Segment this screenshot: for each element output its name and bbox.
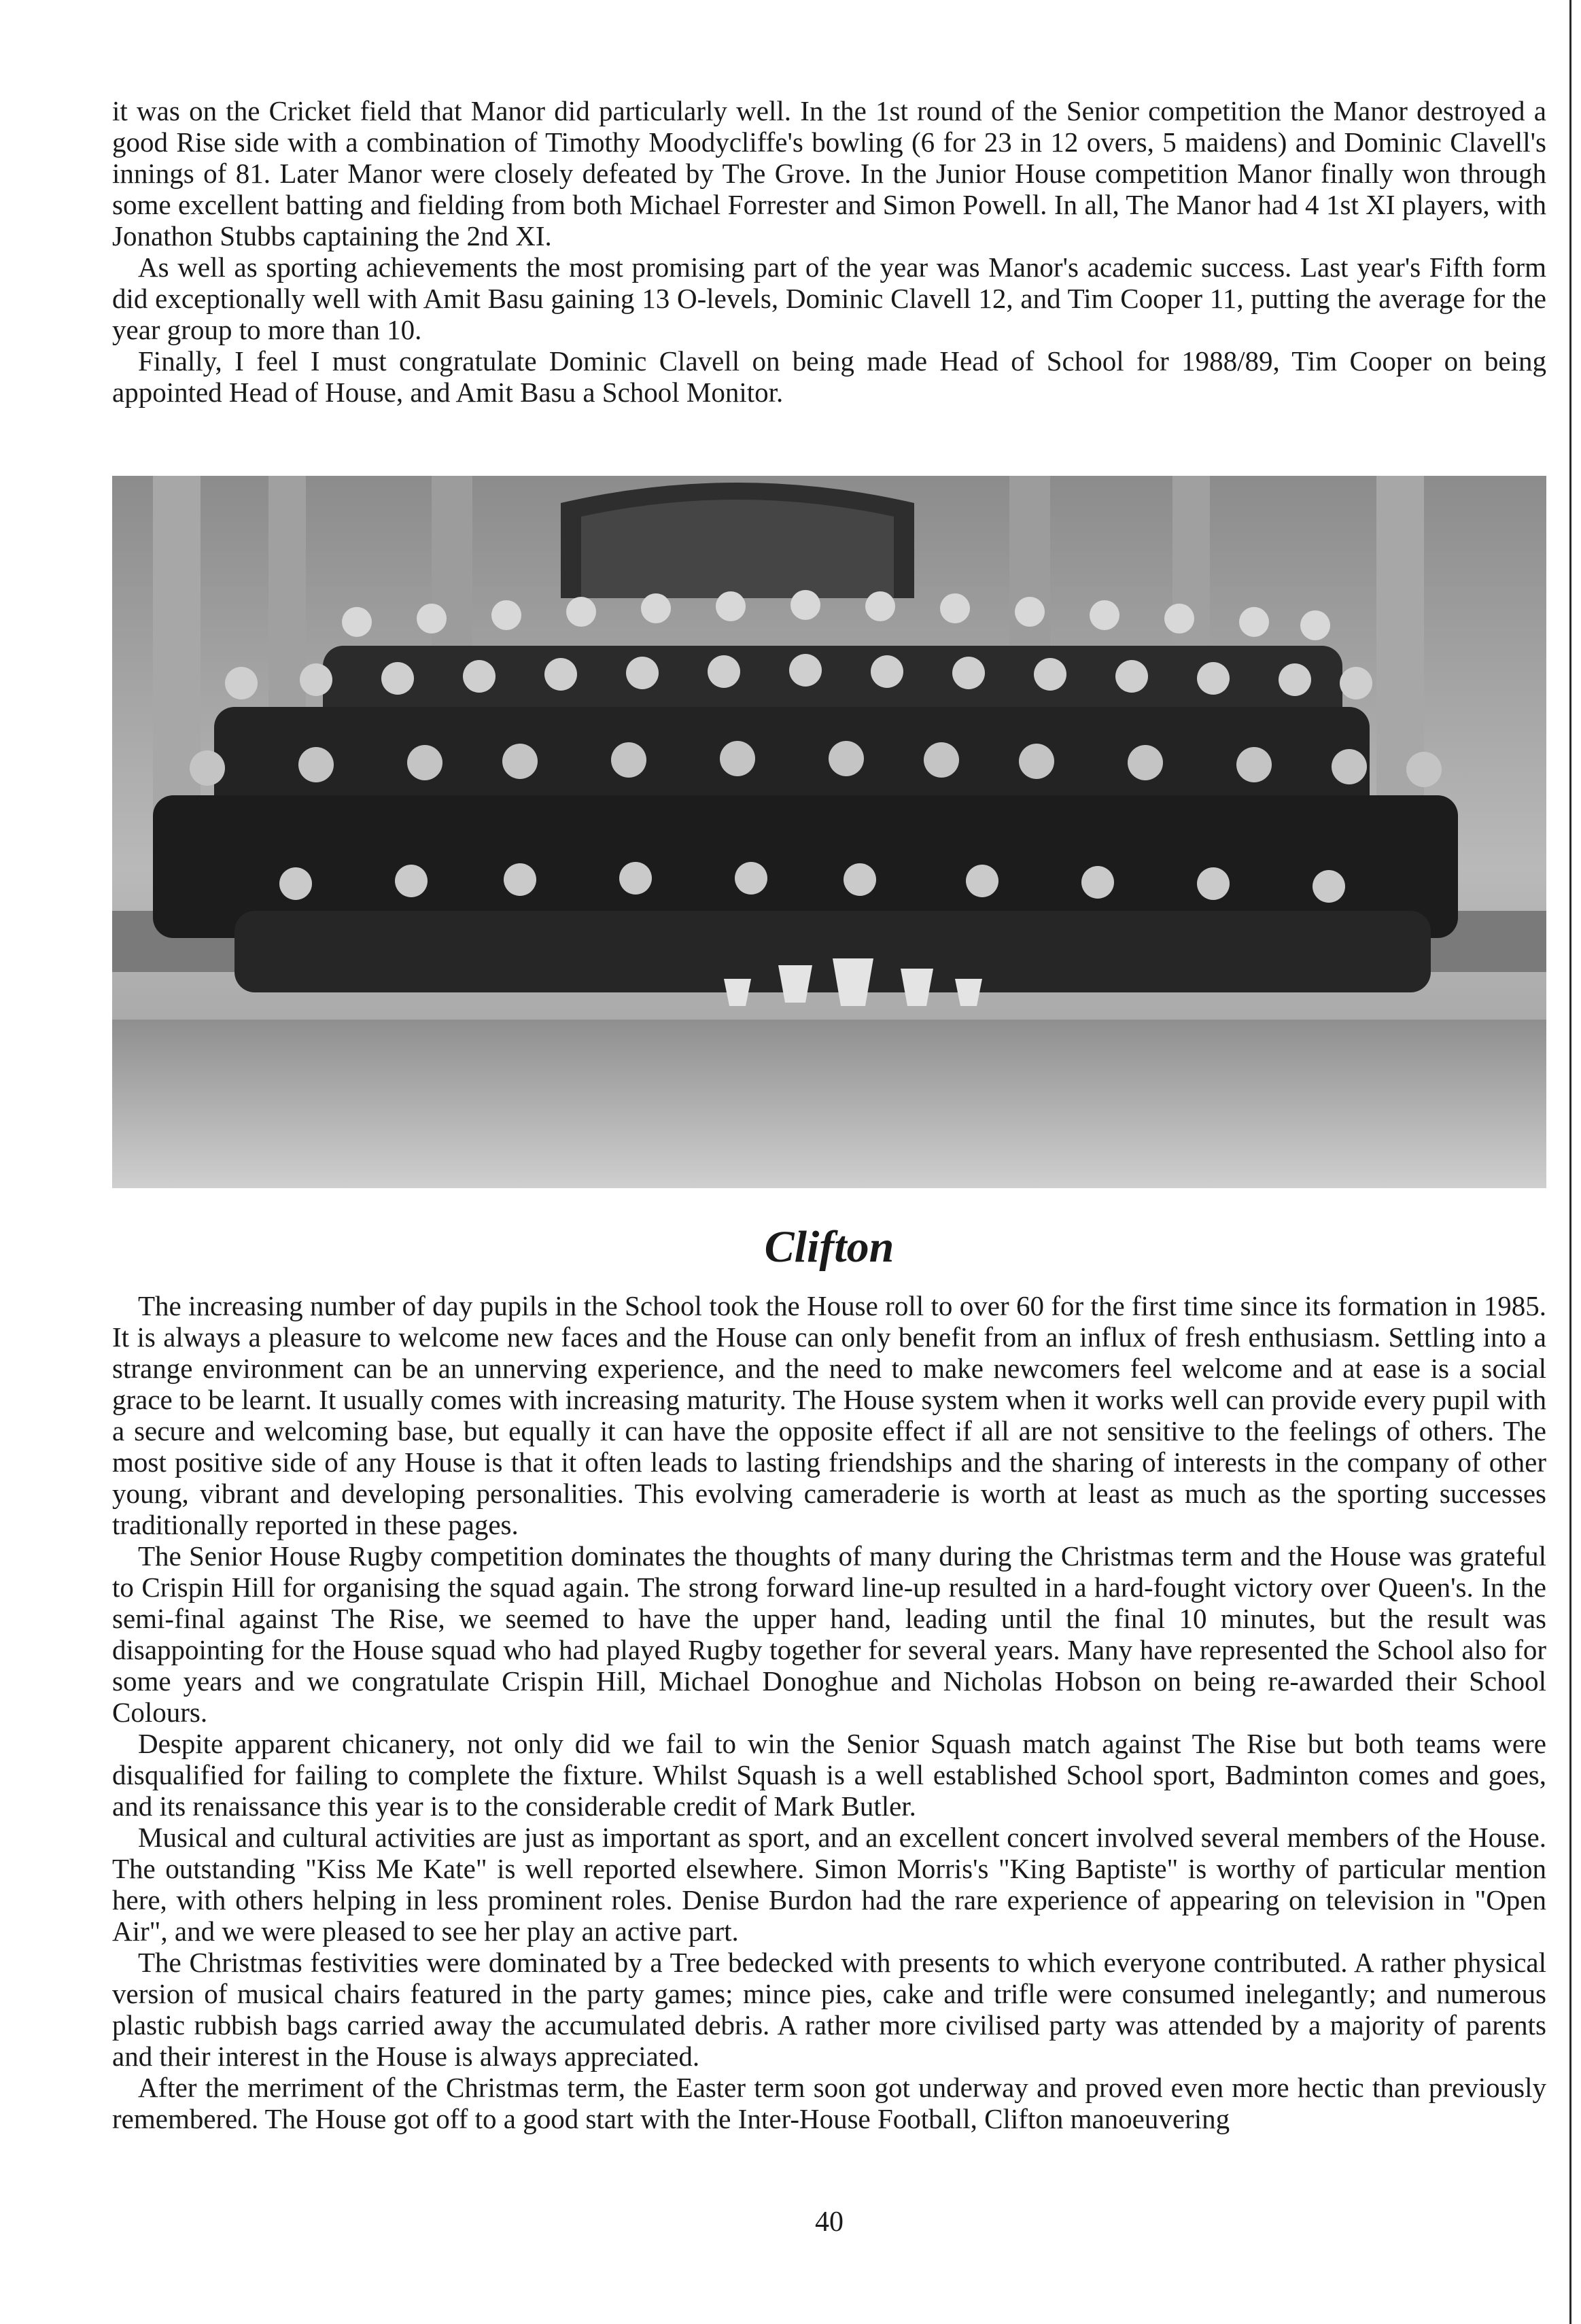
clifton-report (112, 1290, 1546, 2134)
clifton-paragraph-1: The increasing number of day pupils in the School took the House roll to over 60 for the first time since its formation in 1985. It is always a pleasure to welcome new faces and the House can only benefit from an influx of fresh enthusiasm. Settling into a strange environment can be an unnerving experience, and the need to make newcomers feel welcome and at ease is a social grace to be learnt. It usually comes with increasing maturity. The House system when it works well can provide every pupil with a secure and welcoming base, but equally it can have the opposite effect if all are not sensitive to the feelings of others. The most positive side of any House is that it often leads to lasting friendships and the sharing of interests in the company of other young, vibrant and developing personalities. This evolving cameraderie is worth at least as much as the sporting successes traditionally reported in these pages. (112, 1290, 1546, 1540)
intro-paragraph-2: As well as sporting achievements the most promising part of the year was Manor's academic success. Last year's Fifth form did exceptionally well with Amit Basu gaining 13 O-levels, Dominic Clavell 12, and Tim Cooper 11, putting the average for the year group to more than 10. (112, 252, 1546, 345)
page-edge-line (1569, 0, 1571, 2324)
clifton-paragraph-6: After the merriment of the Christmas term, the Easter term soon got underway and proved even more hectic than previously remembered. The House got off to a good start with the Inter-House Football, Clifton manoeuvering (112, 2072, 1546, 2134)
clifton-paragraph-2: The Senior House Rugby competition dominates the thoughts of many during the Christmas term and the House was grateful to Crispin Hill for organising the squad again. The strong forward line-up resulted in a hard-fought victory over Queen's. In the semi-final against The Rise, we seemed to have the upper hand, leading until the final 10 minutes, but the result was disappointing for the House squad who had played Rugby together for several years. Many have represented the School also for some years and we congratulate Crispin Hill, Michael Donoghue and Nicholas Hobson on being re-awarded their School Colours. (112, 1540, 1546, 1728)
clifton-paragraph-4: Musical and cultural activities are just as important as sport, and an excellent concert involved several members of the House. The outstanding "Kiss Me Kate" is well reported elsewhere. Simon Morris's "King Baptiste" is worthy of particular mention here, with others helping in less prominent roles. Denise Burdon had the rare experience of appearing on television in "Open Air", and we were pleased to see her play an active part. (112, 1822, 1546, 1947)
intro-paragraph-3: Finally, I feel I must congratulate Dominic Clavell on being made Head of School for 1988/89, Tim Cooper on being appointed Head of House, and Amit Basu a School Monitor. (112, 345, 1546, 408)
intro-paragraph-1: it was on the Cricket field that Manor did particularly well. In the 1st round of the Senior competition the Manor destroyed a good Rise side with a combination of Timothy Moodycliffe's bowling (6 for 23 in 12 overs, 5 maidens) and Dominic Clavell's innings of 81. Later Manor were closely defeated by The Grove. In the Junior House competition Manor finally won through some excellent batting and fielding from both Michael Forrester and Simon Powell. In all, The Manor had 4 1st XI players, with Jonathon Stubbs captaining the 2nd XI. (112, 95, 1546, 252)
manor-report-continued (112, 95, 1546, 408)
clifton-paragraph-5: The Christmas festivities were dominated by a Tree bedecked with presents to which everyone contributed. A rather physical version of musical chairs featured in the party games; mince pies, cake and trifle were consumed inelegantly; and numerous plastic rubbish bags carried away the accumulated debris. A rather more civilised party was attended by a majority of parents and their interest in the House is always appreciated. (112, 1947, 1546, 2072)
clifton-paragraph-3: Despite apparent chicanery, not only did we fail to win the Senior Squash match against The Rise but both teams were disqualified for failing to complete the fixture. Whilst Squash is a well established School sport, Badminton comes and goes, and its renaissance this year is to the considerable credit of Mark Butler. (112, 1728, 1546, 1822)
clifton-heading: Clifton (764, 1222, 894, 1272)
page-number: 40 (815, 2206, 844, 2238)
house-group-photo (112, 476, 1546, 1188)
